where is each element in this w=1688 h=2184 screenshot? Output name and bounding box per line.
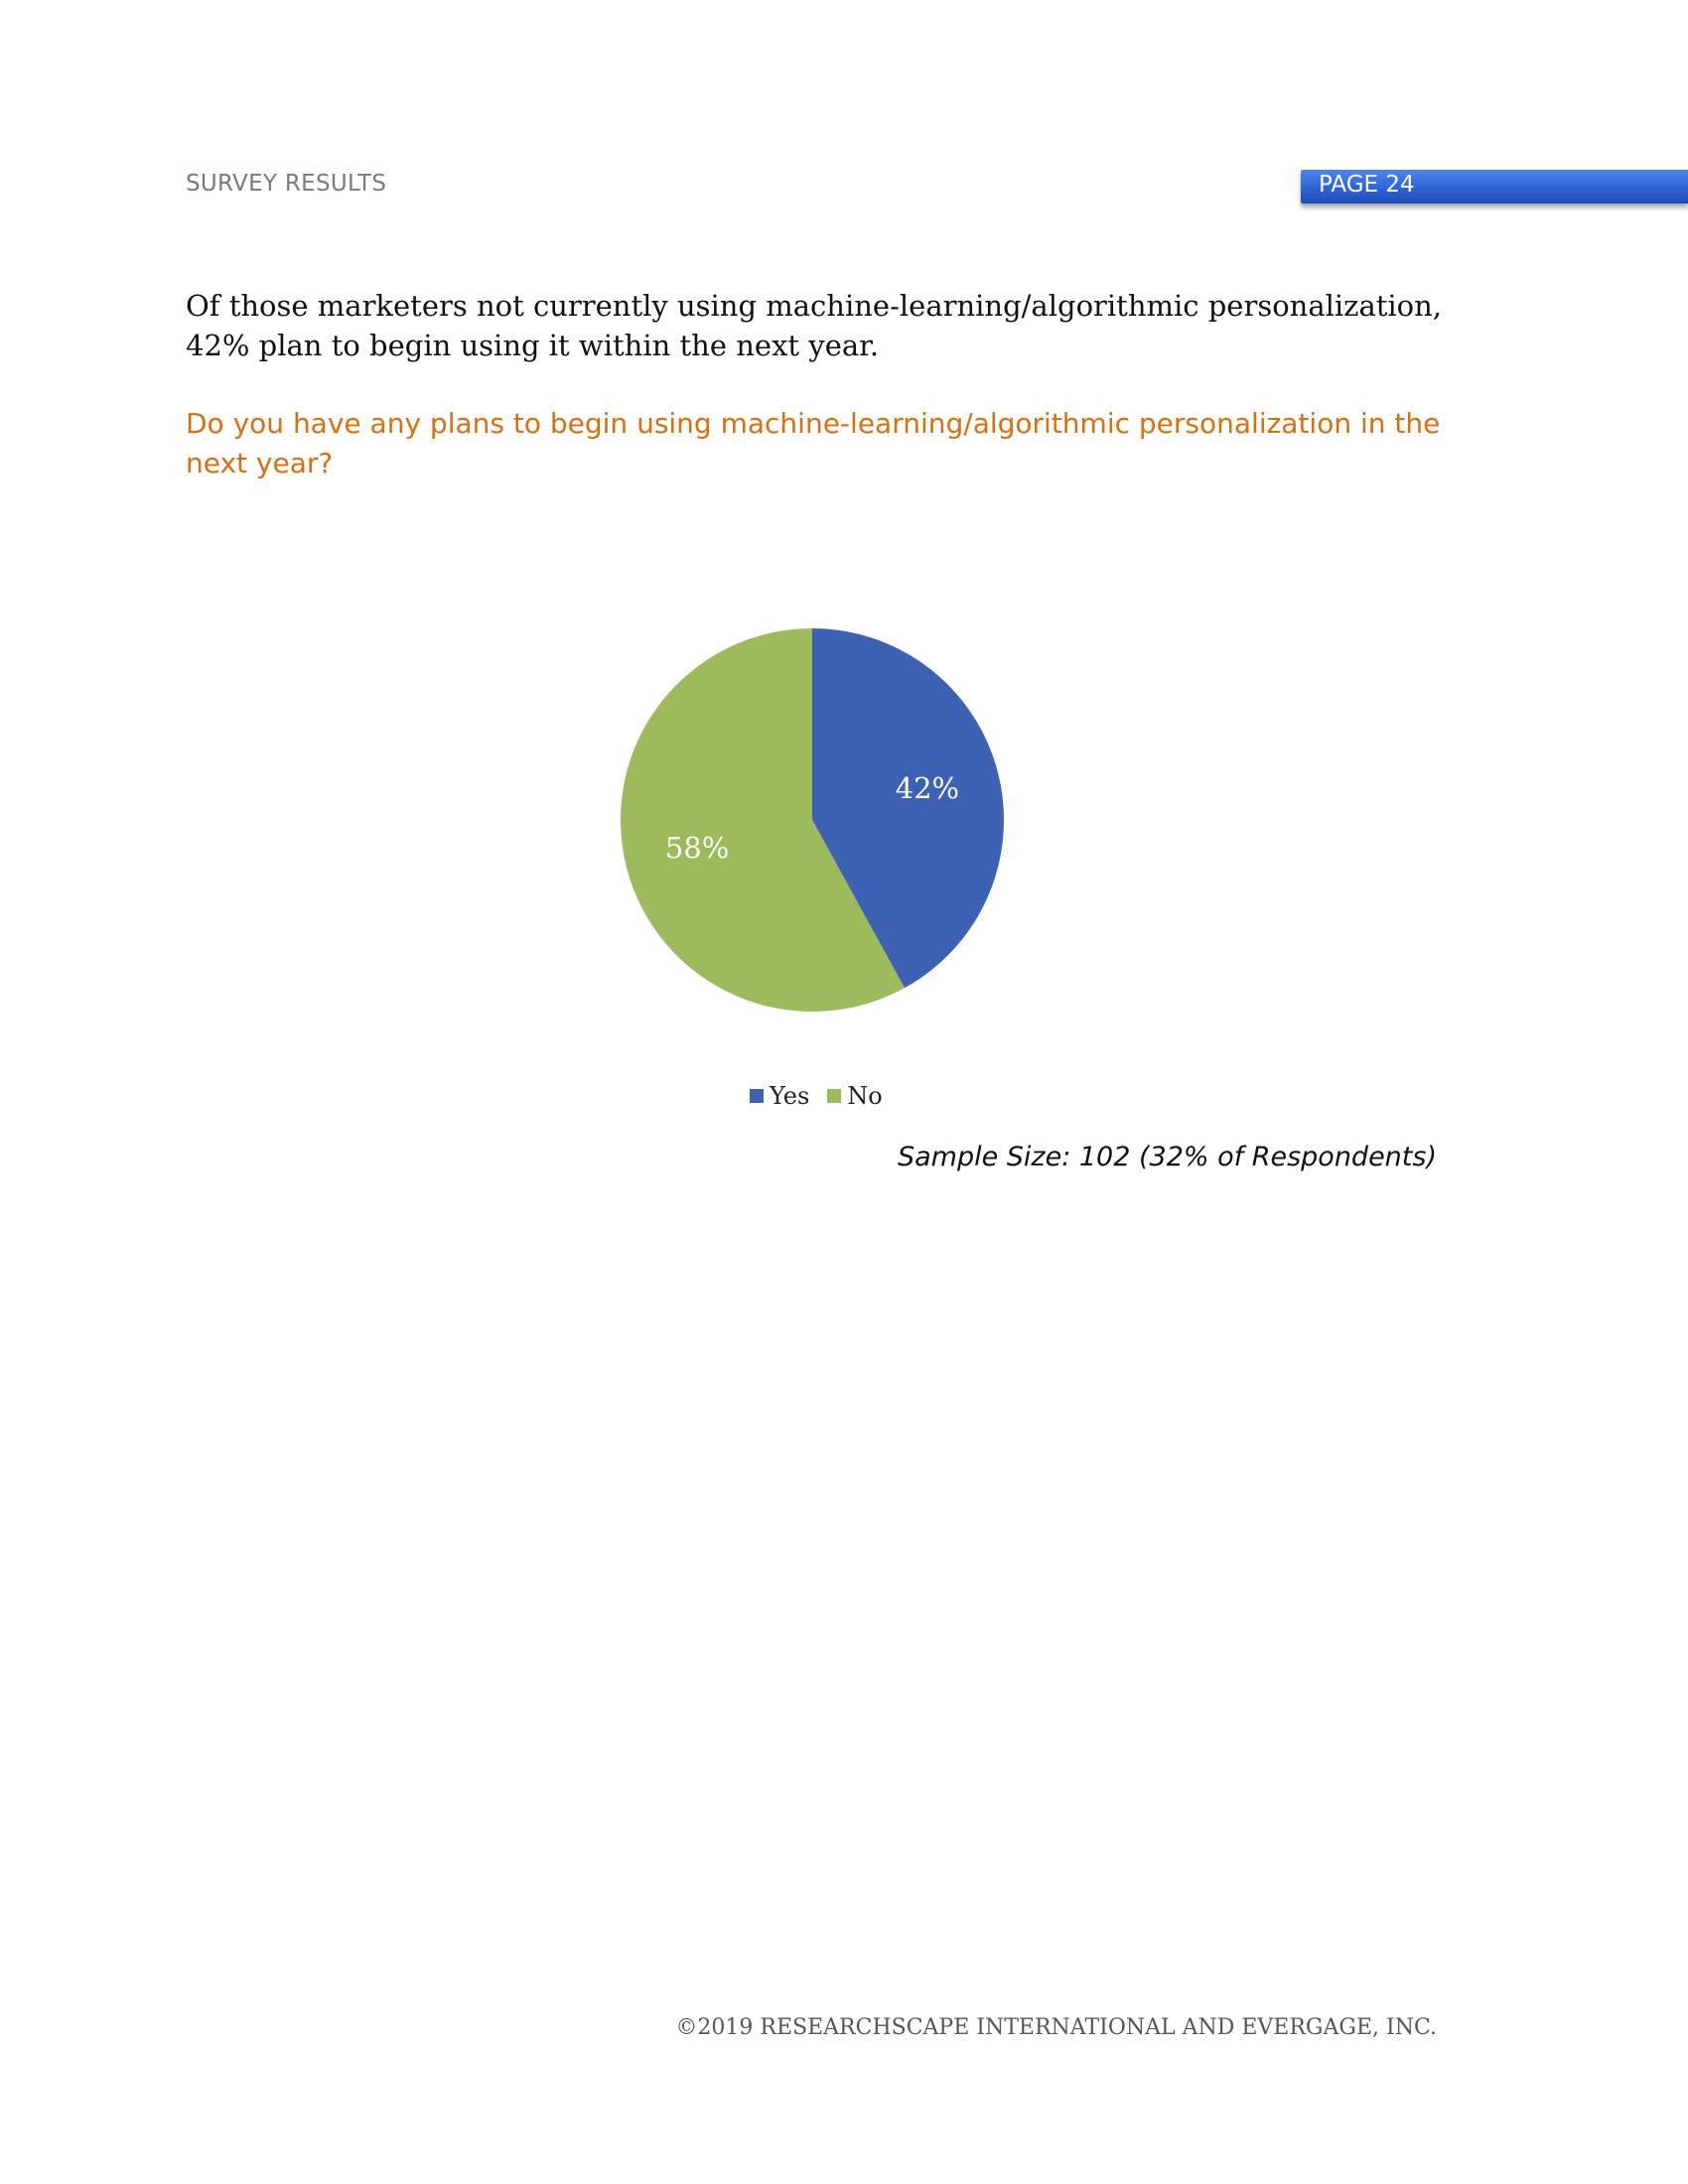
legend-item-no <box>827 1082 882 1110</box>
legend-item-yes <box>750 1082 809 1110</box>
pie-chart <box>556 596 1072 1052</box>
sample-size-note: Sample Size: 102 (32% of Respondents) <box>897 1142 1437 1172</box>
legend-swatch-yes <box>750 1089 764 1103</box>
legend-label-yes: Yes <box>770 1082 810 1110</box>
legend-label-no: No <box>847 1082 883 1110</box>
pie-label-no: 58% <box>664 830 730 865</box>
page-number-badge <box>1301 170 1688 204</box>
header-section-title: SURVEY RESULTS <box>186 171 387 197</box>
footer-copyright: ©2019 RESEARCHSCAPE INTERNATIONAL AND EVERGAGE, INC. <box>675 2015 1437 2040</box>
pie-label-yes: 42% <box>895 771 960 806</box>
page-number-label: PAGE 24 <box>1319 172 1415 198</box>
lead-paragraph: Of those marketers not currently using machine-learning/algorithmic personalization, 42% plan to begin using it within the next year. <box>186 289 1443 362</box>
survey-question: Do you have any plans to begin using machine-learning/algorithmic personalization in the next year? <box>186 407 1441 479</box>
chart-legend <box>750 1082 901 1110</box>
legend-swatch-no <box>827 1089 841 1103</box>
